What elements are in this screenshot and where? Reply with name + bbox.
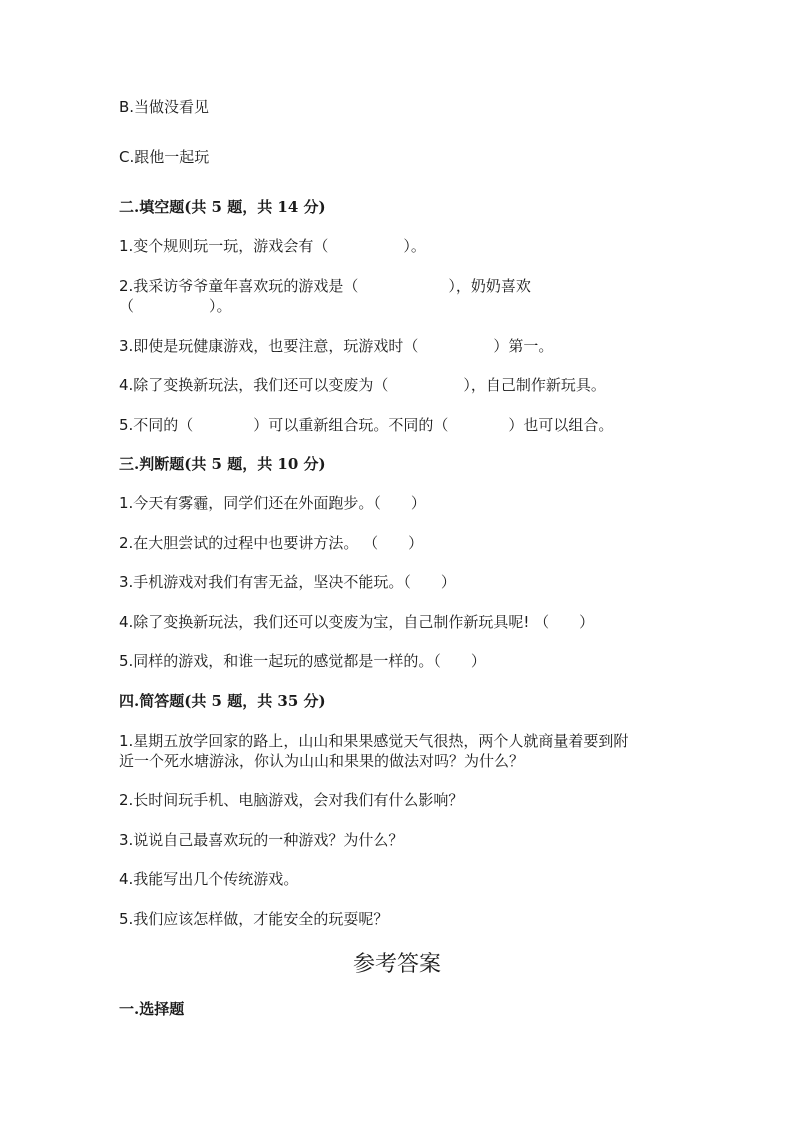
judge-question-2: 2.在大胆尝试的过程中也要讲方法。 （ ）	[119, 534, 424, 552]
judge-question-3: 3.手机游戏对我们有害无益，坚决不能玩。（ ）	[119, 573, 456, 591]
judge-question-1: 1.今天有雾霾，同学们还在外面跑步。（ ）	[119, 494, 426, 512]
short-answer-3: 3.说说自己最喜欢玩的一种游戏？为什么？	[119, 831, 404, 849]
short-answer-1-line-2: 近一个死水塘游泳，你认为山山和果果的做法对吗？为什么？	[119, 752, 525, 770]
short-answer-4: 4.我能写出几个传统游戏。	[119, 870, 299, 888]
fill-question-4: 4.除了变换新玩法，我们还可以变废为（ ），自己制作新玩具。	[119, 376, 606, 394]
section-4-heading: 四.简答题(共 5 题，共 35 分)	[119, 692, 326, 710]
short-answer-5: 5.我们应该怎样做，才能安全的玩耍呢？	[119, 910, 389, 928]
answer-section-1-heading: 一.选择题	[119, 1000, 185, 1018]
judge-question-4: 4.除了变换新玩法，我们还可以变废为宝，自己制作新玩具呢! （ ）	[119, 613, 595, 631]
section-3-heading: 三.判断题(共 5 题，共 10 分)	[119, 455, 326, 473]
fill-question-5: 5.不同的（ ）可以重新组合玩。不同的（ ）也可以组合。	[119, 416, 614, 434]
short-answer-1-line-1: 1.星期五放学回家的路上，山山和果果感觉天气很热，两个人就商量着要到附	[119, 732, 629, 750]
option-c: C.跟他一起玩	[119, 148, 210, 166]
fill-question-3: 3.即使是玩健康游戏，也要注意，玩游戏时（ ）第一。	[119, 337, 554, 355]
section-2-heading: 二.填空题(共 5 题，共 14 分)	[119, 198, 326, 216]
judge-question-5: 5.同样的游戏，和谁一起玩的感觉都是一样的。（ ）	[119, 652, 486, 670]
fill-question-2-line-2: （ ）。	[119, 297, 232, 315]
short-answer-2: 2.长时间玩手机、电脑游戏，会对我们有什么影响？	[119, 791, 464, 809]
fill-question-2-line-1: 2.我采访爷爷童年喜欢玩的游戏是（ ），奶奶喜欢	[119, 277, 531, 295]
fill-question-1: 1.变个规则玩一玩，游戏会有（ ）。	[119, 237, 426, 255]
answer-key-title: 参考答案	[352, 952, 441, 977]
option-b: B.当做没看见	[119, 98, 210, 116]
